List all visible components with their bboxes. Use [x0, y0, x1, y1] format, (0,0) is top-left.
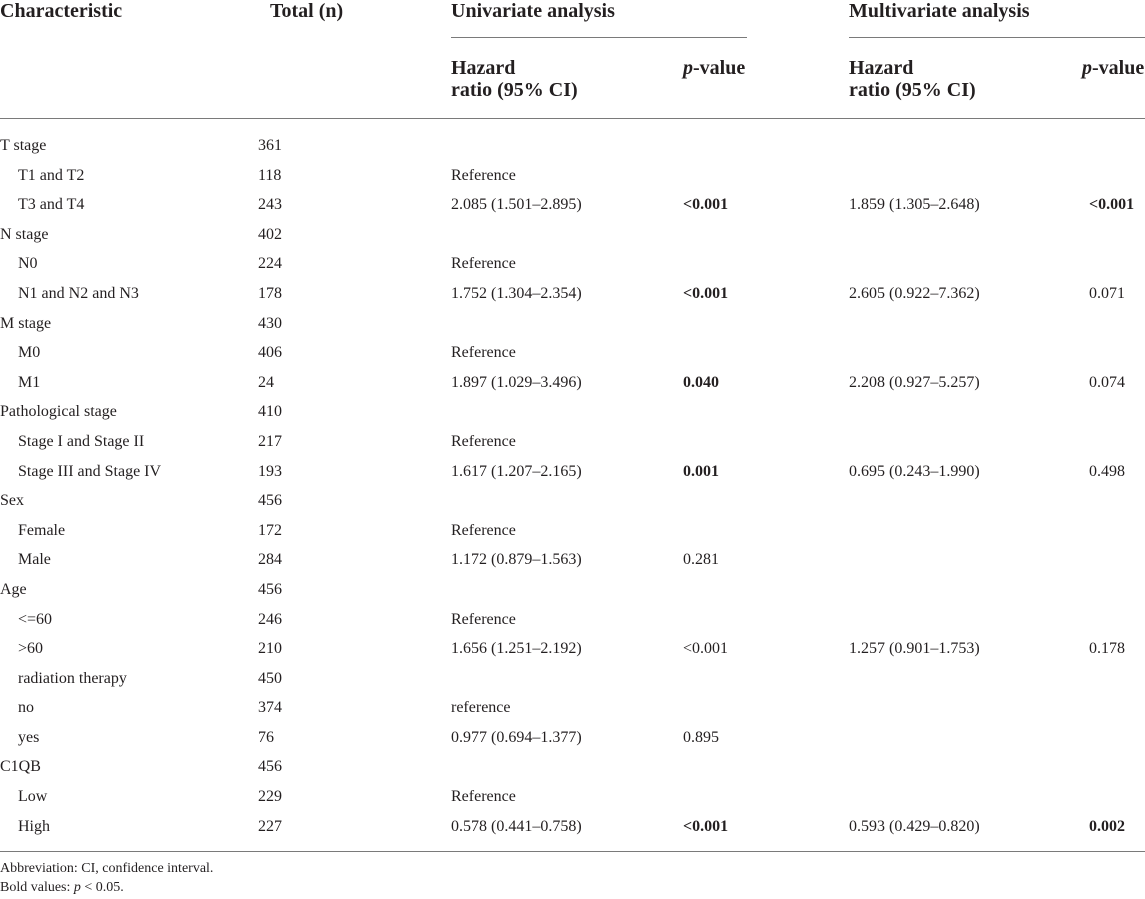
- cell-univariate-p-value: <0.001: [683, 817, 729, 835]
- cell-total: 402: [258, 225, 282, 243]
- table-row: [0, 279, 1145, 309]
- header-uni-hazard-ratio: [451, 57, 578, 101]
- cell-characteristic: <=60: [18, 610, 53, 628]
- header-univariate: Univariate analysis: [451, 0, 615, 22]
- table-row: [0, 723, 1145, 753]
- cell-characteristic: no: [18, 699, 34, 717]
- cell-total: 406: [258, 344, 282, 362]
- cell-univariate-hazard-ratio: Reference: [451, 610, 516, 628]
- cell-multivariate-hazard-ratio: 0.695 (0.243–1.990): [849, 462, 980, 480]
- table-row: [0, 309, 1145, 339]
- cell-total: 118: [258, 166, 282, 184]
- table-row: [0, 693, 1145, 723]
- table-row: [0, 338, 1145, 368]
- table-row: [0, 249, 1145, 279]
- univariate-rule: [451, 37, 747, 38]
- cell-multivariate-p-value: <0.001: [1089, 196, 1135, 214]
- cell-characteristic: Stage I and Stage II: [18, 432, 145, 450]
- table-row: [0, 161, 1145, 191]
- cell-total: 284: [258, 551, 282, 569]
- header-uni-p-value: [683, 57, 745, 79]
- cell-univariate-hazard-ratio: 0.578 (0.441–0.758): [451, 817, 582, 835]
- cell-univariate-hazard-ratio: 1.656 (1.251–2.192): [451, 640, 582, 658]
- header-characteristic: Characteristic: [0, 0, 123, 22]
- header-multi-p-rest: -value: [1092, 57, 1145, 79]
- cell-characteristic: Male: [18, 551, 51, 569]
- cell-univariate-hazard-ratio: 1.617 (1.207–2.165): [451, 462, 582, 480]
- cell-characteristic: Female: [18, 521, 66, 539]
- header-multi-p-value: [1082, 57, 1144, 79]
- cell-total: 430: [258, 314, 282, 332]
- cell-univariate-p-value: <0.001: [683, 196, 729, 214]
- table-row: [0, 545, 1145, 575]
- cell-multivariate-p-value: 0.002: [1089, 817, 1125, 835]
- cell-characteristic: Low: [18, 788, 48, 806]
- cell-univariate-hazard-ratio: Reference: [451, 255, 516, 273]
- cell-characteristic: M stage: [0, 314, 52, 332]
- table-row: [0, 220, 1145, 250]
- table-bottom-rule: [0, 851, 1145, 852]
- footnote-bold-values: [0, 879, 124, 897]
- cell-univariate-hazard-ratio: 1.897 (1.029–3.496): [451, 373, 582, 391]
- table-row: [0, 457, 1145, 487]
- cell-multivariate-hazard-ratio: 2.605 (0.922–7.362): [849, 284, 980, 302]
- cell-characteristic: M0: [18, 344, 41, 362]
- cell-univariate-hazard-ratio: Reference: [451, 432, 516, 450]
- header-multi-hr-line1: Hazard: [849, 57, 914, 79]
- cell-characteristic: N0: [18, 255, 38, 273]
- cell-characteristic: Age: [0, 580, 27, 598]
- cell-total: 229: [258, 788, 282, 806]
- cell-univariate-p-value: 0.040: [683, 373, 719, 391]
- cell-characteristic: C1QB: [0, 758, 41, 776]
- cell-multivariate-p-value: 0.074: [1089, 373, 1125, 391]
- table-row: [0, 812, 1145, 842]
- cell-univariate-hazard-ratio: 1.752 (1.304–2.354): [451, 284, 582, 302]
- cell-total: 227: [258, 817, 282, 835]
- cell-characteristic: radiation therapy: [18, 669, 127, 687]
- cell-total: 374: [258, 699, 282, 717]
- cell-univariate-p-value: <0.001: [683, 284, 729, 302]
- cell-characteristic: yes: [18, 728, 40, 746]
- table-row: [0, 131, 1145, 161]
- cell-total: 76: [258, 728, 274, 746]
- cell-univariate-hazard-ratio: Reference: [451, 344, 516, 362]
- cell-univariate-hazard-ratio: reference: [451, 699, 511, 717]
- cell-multivariate-hazard-ratio: 0.593 (0.429–0.820): [849, 817, 980, 835]
- table-body: [0, 119, 1145, 841]
- cell-total: 210: [258, 640, 282, 658]
- cell-characteristic: T3 and T4: [18, 196, 85, 214]
- header-total: Total (n): [270, 0, 344, 22]
- cell-characteristic: N stage: [0, 225, 49, 243]
- cell-characteristic: >60: [18, 640, 44, 658]
- footnote-bold-prefix: Bold values:: [0, 880, 74, 895]
- cell-multivariate-hazard-ratio: 1.257 (0.901–1.753): [849, 640, 980, 658]
- table-row: [0, 368, 1145, 398]
- cell-univariate-p-value: 0.895: [683, 728, 719, 746]
- cell-characteristic: Stage III and Stage IV: [18, 462, 162, 480]
- footnote-abbreviation: Abbreviation: CI, confidence interval.: [0, 861, 214, 876]
- cell-multivariate-p-value: 0.498: [1089, 462, 1125, 480]
- table-row: [0, 190, 1145, 220]
- cell-total: 224: [258, 255, 282, 273]
- cell-multivariate-hazard-ratio: 1.859 (1.305–2.648): [849, 196, 980, 214]
- cell-univariate-hazard-ratio: 0.977 (0.694–1.377): [451, 728, 582, 746]
- cell-univariate-p-value: <0.001: [683, 640, 729, 658]
- cell-total: 243: [258, 196, 282, 214]
- table-row: [0, 486, 1145, 516]
- header-uni-p-rest: -value: [693, 57, 746, 79]
- table-row: [0, 782, 1145, 812]
- cell-characteristic: M1: [18, 373, 41, 391]
- cell-total: 456: [258, 758, 282, 776]
- cell-total: 361: [258, 137, 282, 154]
- cell-total: 456: [258, 492, 282, 510]
- header-multi-p-italic: p: [1082, 57, 1092, 79]
- cell-univariate-hazard-ratio: 1.172 (0.879–1.563): [451, 551, 582, 569]
- cell-univariate-p-value: 0.281: [683, 551, 719, 569]
- cell-characteristic: Sex: [0, 492, 24, 510]
- table-header: [0, 0, 1145, 119]
- cell-total: 410: [258, 403, 282, 421]
- cell-characteristic: N1 and N2 and N3: [18, 284, 139, 302]
- header-multi-hr-line2: ratio (95% CI): [849, 79, 976, 101]
- cell-univariate-hazard-ratio: Reference: [451, 166, 516, 184]
- cell-total: 450: [258, 669, 282, 687]
- cell-total: 217: [258, 432, 282, 450]
- table-row: [0, 516, 1145, 546]
- cell-multivariate-p-value: 0.071: [1089, 284, 1125, 302]
- cell-univariate-p-value: 0.001: [683, 462, 719, 480]
- cell-total: 172: [258, 521, 282, 539]
- table-row: [0, 634, 1145, 664]
- header-uni-p-italic: p: [683, 57, 693, 79]
- table-row: [0, 397, 1145, 427]
- cell-multivariate-hazard-ratio: 2.208 (0.927–5.257): [849, 373, 980, 391]
- cell-characteristic: High: [18, 817, 50, 835]
- cell-total: 193: [258, 462, 282, 480]
- footnote-bold-p: p: [73, 880, 81, 895]
- cell-total: 456: [258, 580, 282, 598]
- cell-univariate-hazard-ratio: Reference: [451, 788, 516, 806]
- cell-characteristic: T stage: [0, 137, 47, 154]
- table-row: [0, 605, 1145, 635]
- header-multi-hazard-ratio: [849, 57, 976, 101]
- table-row: [0, 664, 1145, 694]
- multivariate-rule: [849, 37, 1145, 38]
- cell-multivariate-p-value: 0.178: [1089, 640, 1125, 658]
- cell-univariate-hazard-ratio: 2.085 (1.501–2.895): [451, 196, 582, 214]
- table-row: [0, 575, 1145, 605]
- cell-univariate-hazard-ratio: Reference: [451, 521, 516, 539]
- cell-total: 24: [258, 373, 274, 391]
- header-uni-hr-line1: Hazard: [451, 57, 516, 79]
- table-row: [0, 752, 1145, 782]
- footnote-bold-rest: < 0.05.: [80, 880, 124, 895]
- cell-total: 246: [258, 610, 282, 628]
- header-multivariate: Multivariate analysis: [849, 0, 1030, 22]
- cell-characteristic: T1 and T2: [18, 166, 85, 184]
- table-row: [0, 427, 1145, 457]
- cell-total: 178: [258, 284, 282, 302]
- cell-characteristic: Pathological stage: [0, 403, 117, 421]
- header-uni-hr-line2: ratio (95% CI): [451, 79, 578, 101]
